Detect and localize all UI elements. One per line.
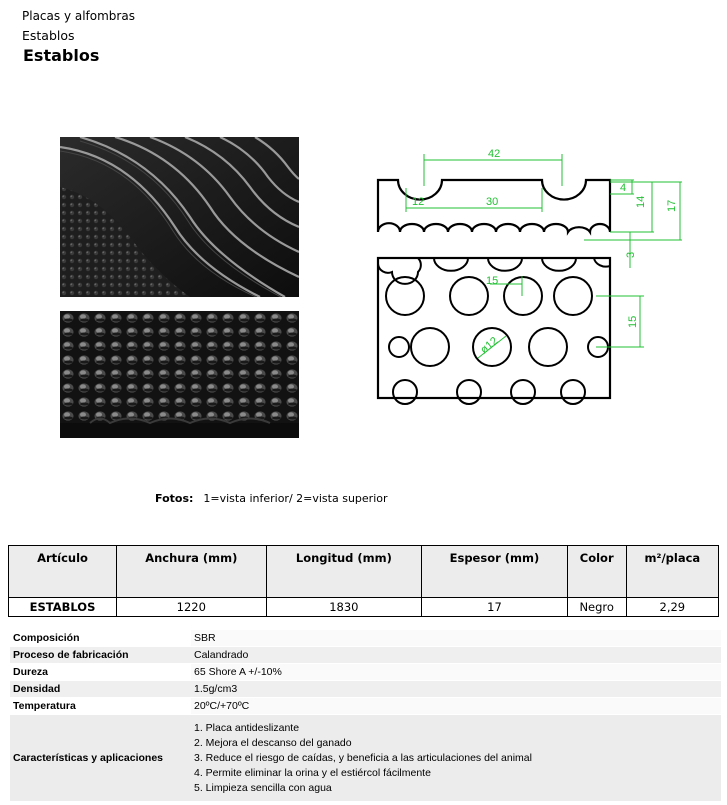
dim-12: 12 — [412, 196, 425, 208]
dim-14: 14 — [635, 195, 647, 208]
cell-espesor: 17 — [422, 598, 568, 617]
property-key: Temperatura — [10, 698, 191, 715]
breadcrumb-category[interactable]: Placas y alfombras — [22, 9, 135, 23]
dim-diameter-12: ø12 — [478, 334, 501, 357]
property-value: 20ºC/+70ºC — [191, 698, 721, 715]
property-row — [10, 647, 721, 664]
property-value: 1.5g/cm3 — [191, 681, 721, 698]
property-value: SBR — [191, 630, 721, 647]
dim-42: 42 — [488, 148, 501, 160]
property-value: Calandrado — [191, 647, 721, 664]
property-row — [10, 630, 721, 647]
spec-header-row — [9, 546, 719, 598]
photo-caption — [155, 492, 388, 505]
property-row — [10, 664, 721, 681]
cell-color: Negro — [567, 598, 626, 617]
property-key: Composición — [10, 630, 191, 647]
photo-bottom-view — [60, 137, 299, 297]
property-value: 65 Shore A +/-10% — [191, 664, 721, 681]
page-title: Establos — [23, 46, 100, 65]
dim-15-vertical: 15 — [627, 315, 639, 328]
dim-4: 4 — [620, 182, 627, 194]
cell-articulo: ESTABLOS — [9, 598, 117, 617]
property-key: Dureza — [10, 664, 191, 681]
applications-list — [191, 715, 721, 802]
property-row — [10, 681, 721, 698]
application-item: 5. Limpieza sencilla con agua — [194, 781, 332, 794]
spec-data-row — [9, 598, 719, 617]
spec-table — [8, 545, 719, 617]
application-item: 4. Permite eliminar la orina y el estiércol fácilmente — [194, 766, 431, 779]
dim-3: 3 — [625, 251, 637, 258]
applications-row — [10, 715, 721, 802]
property-key: Densidad — [10, 681, 191, 698]
header-m2-placa: m²/placa — [626, 546, 718, 598]
header-longitud: Longitud (mm) — [266, 546, 422, 598]
properties-table — [10, 630, 721, 802]
dim-15-horizontal: 15 — [486, 275, 499, 287]
application-item: 3. Reduce el riesgo de caídas, y beneficia a las articulaciones del animal — [194, 751, 532, 764]
cell-anchura: 1220 — [117, 598, 267, 617]
header-articulo: Artículo — [9, 546, 117, 598]
property-key: Proceso de fabricación — [10, 647, 191, 664]
application-item: 1. Placa antideslizante — [194, 721, 300, 734]
application-item: 2. Mejora el descanso del ganado — [194, 736, 352, 749]
cell-longitud: 1830 — [266, 598, 422, 617]
photo-top-view — [60, 311, 299, 438]
technical-drawing — [372, 146, 692, 406]
caption-text: 1=vista inferior/ 2=vista superior — [203, 492, 388, 505]
breadcrumb-subcategory[interactable]: Establos — [22, 28, 75, 43]
applications-key: Características y aplicaciones — [10, 715, 191, 802]
header-espesor: Espesor (mm) — [422, 546, 568, 598]
cell-m2-placa: 2,29 — [626, 598, 718, 617]
header-color: Color — [567, 546, 626, 598]
dim-17: 17 — [666, 199, 678, 212]
header-anchura: Anchura (mm) — [117, 546, 267, 598]
property-row — [10, 698, 721, 715]
caption-label: Fotos: — [155, 492, 194, 505]
dim-30: 30 — [486, 196, 499, 208]
